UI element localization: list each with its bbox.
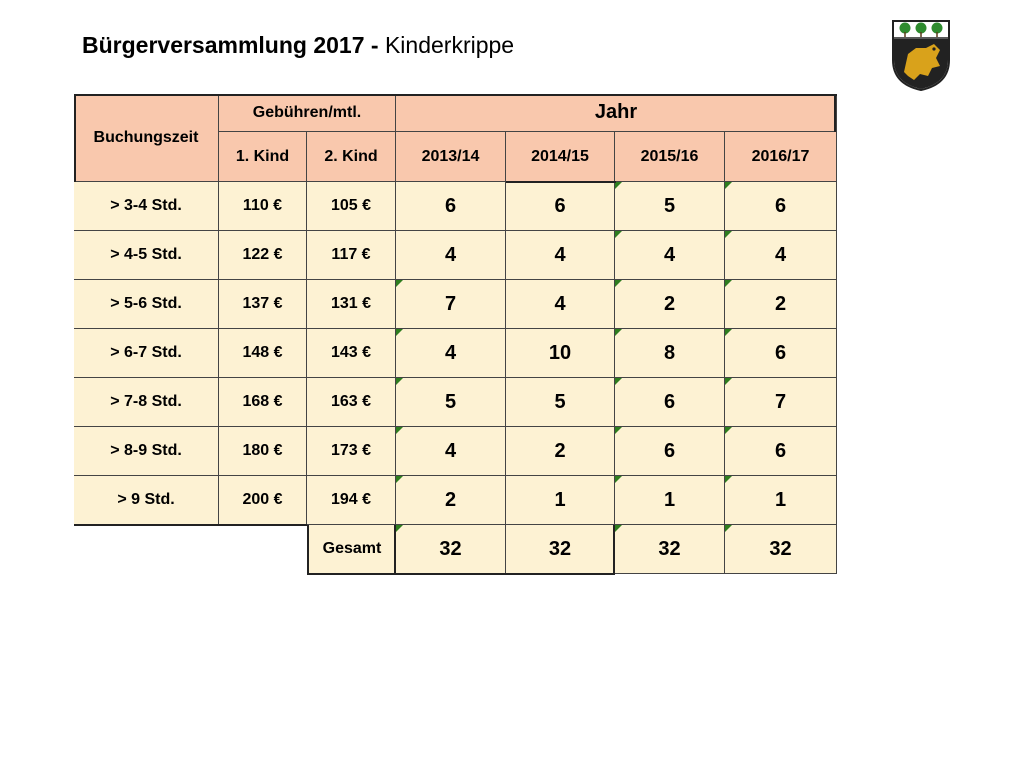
count-cell: 10	[506, 329, 615, 378]
row-label: > 6-7 Std.	[74, 329, 219, 378]
jahr-right-border	[834, 94, 836, 132]
fee-kind1: 122 €	[219, 231, 307, 280]
count-cell: 4	[396, 427, 506, 476]
fee-kind1: 148 €	[219, 329, 307, 378]
count-cell: 5	[615, 182, 725, 231]
header-year: 2016/17	[725, 132, 837, 182]
count-cell: 4	[396, 329, 506, 378]
count-cell: 6	[725, 329, 837, 378]
fee-table	[74, 94, 837, 574]
count-cell: 4	[615, 231, 725, 280]
row-label: > 4-5 Std.	[74, 231, 219, 280]
table-top-border	[74, 94, 837, 96]
fee-kind2: 117 €	[307, 231, 396, 280]
page-title	[82, 30, 514, 60]
header-gebuehren: Gebühren/mtl.	[219, 94, 396, 132]
title-main: Bürgerversammlung 2017 -	[82, 32, 385, 58]
count-cell: 7	[396, 280, 506, 329]
fee-kind2: 131 €	[307, 280, 396, 329]
total-mid-border	[613, 525, 615, 574]
total-label: Gesamt	[307, 525, 396, 574]
fee-kind2: 173 €	[307, 427, 396, 476]
count-cell: 6	[615, 427, 725, 476]
count-cell: 1	[615, 476, 725, 525]
count-cell: 4	[396, 231, 506, 280]
header-year: 2013/14	[396, 132, 506, 182]
count-cell: 2	[396, 476, 506, 525]
count-cell: 6	[396, 182, 506, 231]
row-label: > 5-6 Std.	[74, 280, 219, 329]
count-cell: 4	[506, 231, 615, 280]
fee-kind1: 137 €	[219, 280, 307, 329]
count-cell: 6	[725, 182, 837, 231]
rows-bottom-border	[74, 524, 307, 526]
row-label: > 3-4 Std.	[74, 182, 219, 231]
fee-kind1: 200 €	[219, 476, 307, 525]
row-label: > 8-9 Std.	[74, 427, 219, 476]
header-year: 2015/16	[615, 132, 725, 182]
fee-kind2: 105 €	[307, 182, 396, 231]
count-cell: 4	[506, 280, 615, 329]
fee-kind2: 194 €	[307, 476, 396, 525]
header-buchungszeit: Buchungszeit	[74, 94, 219, 182]
total-bottom-border	[307, 573, 615, 575]
header-jahr: Jahr	[396, 94, 837, 132]
count-cell: 7	[725, 378, 837, 427]
title-sub: Kinderkrippe	[384, 32, 515, 58]
count-cell: 6	[506, 182, 615, 231]
total-cell: 32	[506, 525, 615, 574]
count-cell: 6	[725, 427, 837, 476]
total-cell: 32	[725, 525, 837, 574]
total-cell: 32	[615, 525, 725, 574]
count-cell: 4	[725, 231, 837, 280]
row-label: > 7-8 Std.	[74, 378, 219, 427]
count-cell: 5	[396, 378, 506, 427]
fee-kind2: 143 €	[307, 329, 396, 378]
row-label: > 9 Std.	[74, 476, 219, 525]
header-kind1: 1. Kind	[219, 132, 307, 182]
count-cell: 2	[506, 427, 615, 476]
header-year: 2014/15	[506, 132, 615, 182]
fee-kind2: 163 €	[307, 378, 396, 427]
fee-kind1: 110 €	[219, 182, 307, 231]
count-cell: 1	[506, 476, 615, 525]
header-bottom-accent	[506, 181, 616, 183]
count-cell: 2	[615, 280, 725, 329]
gesamt-right-border	[394, 525, 396, 574]
count-cell: 5	[506, 378, 615, 427]
header-kind2: 2. Kind	[307, 132, 396, 182]
count-cell: 2	[725, 280, 837, 329]
count-cell: 8	[615, 329, 725, 378]
coat-of-arms-icon	[890, 18, 952, 92]
total-cell: 32	[396, 525, 506, 574]
fee-kind1: 180 €	[219, 427, 307, 476]
count-cell: 1	[725, 476, 837, 525]
fee-kind1: 168 €	[219, 378, 307, 427]
count-cell: 6	[615, 378, 725, 427]
